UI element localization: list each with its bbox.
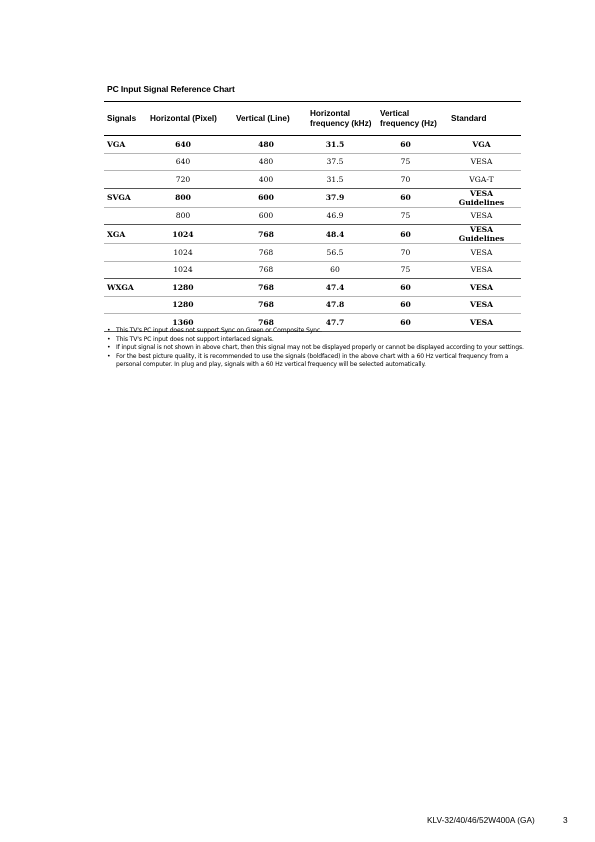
cell-standard: VESA [448,153,521,171]
table-row [104,261,521,279]
cell-vertical-frequency: 60 [377,279,448,297]
cell-signal: VGA [107,139,126,149]
cell-vertical-line: 600 [233,188,307,207]
cell-signal [104,296,147,314]
header-vertical-frequency: Vertical frequency (Hz) [377,102,448,136]
cell-horizontal-frequency: 56.5 [307,244,377,262]
cell-vertical-frequency: 75 [377,261,448,279]
cell-horizontal-pixel: 1024 [147,225,233,244]
note-text: This TV's PC input does not support interlaced signals. [116,335,274,343]
notes-list [107,327,535,370]
cell-horizontal-frequency: 31.5 [307,171,377,189]
cell-signal [104,261,147,279]
table-row [104,207,521,225]
cell-vertical-frequency: 60 [377,188,448,207]
table-row [104,296,521,314]
cell-horizontal-pixel: 640 [147,153,233,171]
cell-horizontal-frequency: 37.5 [307,153,377,171]
cell-vertical-line: 400 [233,171,307,189]
cell-horizontal-frequency: 47.8 [307,296,377,314]
table-row [104,171,521,189]
table-row [104,153,521,171]
cell-standard: VGA-T [448,171,521,189]
bullet-icon: • [107,344,111,352]
note-text: For the best picture quality, it is recommended to use the signals (boldfaced) in the above chart with a 60 Hz vertical frequency from a personal computer. In plug and play, signals with a 60 Hz vertical frequency will be selected automatically. [116,352,509,369]
note-item [107,344,535,353]
cell-horizontal-pixel: 720 [147,171,233,189]
cell-standard: VESA [448,296,521,314]
pc-input-signal-table [104,101,521,332]
cell-vertical-frequency: 60 [377,296,448,314]
cell-signal: SVGA [104,188,147,207]
cell-signal [104,153,147,171]
cell-horizontal-pixel: 1280 [147,296,233,314]
cell-vertical-line: 768 [233,314,307,332]
cell-horizontal-pixel: 800 [147,207,233,225]
cell-vertical-line: 600 [233,207,307,225]
cell-standard: VESA [448,244,521,262]
header-horizontal-pixel: Horizontal (Pixel) [147,102,233,136]
cell-horizontal-pixel: 1360 [147,314,233,332]
bullet-icon: • [107,327,111,334]
cell-signal [104,244,147,262]
cell-vertical-line: 768 [233,261,307,279]
cell-vertical-line: 768 [233,244,307,262]
cell-vertical-line: 768 [233,225,307,244]
note-text: If input signal is not shown in above chart, then this signal may not be displayed properly or cannot be displayed according to your settings. [116,344,524,352]
cell-vertical-frequency: 75 [377,207,448,225]
bullet-icon: • [107,352,111,360]
cell-vertical-frequency: 75 [377,153,448,171]
cell-vertical-frequency: 60 [377,314,448,332]
cell-vertical-line: 480 [258,139,274,149]
note-text: This TV's PC input does not support Sync on Green or Composite Sync. [116,327,322,334]
cell-vertical-frequency: 60 [377,225,448,244]
table-body [104,136,521,332]
cell-horizontal-pixel: 1280 [147,279,233,297]
header-standard: Standard [448,102,521,136]
cell-signal: XGA [104,225,147,244]
table-row [104,136,521,154]
note-item [107,336,535,345]
table-row [104,188,521,207]
cell-vertical-line: 480 [233,153,307,171]
cell-horizontal-pixel: 800 [147,188,233,207]
note-item [107,353,535,370]
cell-horizontal-frequency: 47.7 [307,314,377,332]
table-row [104,225,521,244]
cell-horizontal-pixel: 1024 [147,261,233,279]
cell-signal [104,171,147,189]
cell-horizontal-frequency: 48.4 [307,225,377,244]
cell-standard: VESA Guidelines [448,188,521,207]
cell-horizontal-frequency: 60 [307,261,377,279]
cell-vertical-frequency: 70 [377,171,448,189]
cell-standard: VESA [448,261,521,279]
cell-standard: VESA [448,279,521,297]
header-vertical-line: Vertical (Line) [233,102,307,136]
cell-signal: WXGA [104,279,147,297]
cell-horizontal-frequency: 37.9 [307,188,377,207]
cell-standard: VESA Guidelines [448,225,521,244]
cell-horizontal-frequency: 46.9 [307,207,377,225]
table-row [104,244,521,262]
bullet-icon: • [107,335,111,343]
cell-signal [104,207,147,225]
cell-vertical-line: 768 [233,296,307,314]
table-row [104,279,521,297]
cell-vertical-line: 768 [233,279,307,297]
table-header-row [104,102,521,136]
cell-vertical-frequency: 70 [377,244,448,262]
page-number: 3 [563,815,568,825]
header-horizontal-frequency: Horizontal frequency (kHz) [307,102,377,136]
footer-model: KLV-32/40/46/52W400A (GA) [427,815,535,825]
cell-horizontal-pixel: 1024 [147,244,233,262]
chart-title: PC Input Signal Reference Chart [107,84,235,94]
cell-standard: VESA [448,314,521,332]
note-item [107,327,535,336]
cell-horizontal-frequency: 31.5 [325,139,345,149]
cell-horizontal-frequency: 47.4 [307,279,377,297]
cell-standard: VGA [472,139,491,149]
header-signals: Signals [104,102,147,136]
cell-vertical-frequency: 60 [400,139,411,149]
cell-horizontal-pixel: 640 [175,139,191,149]
cell-standard: VESA [448,207,521,225]
